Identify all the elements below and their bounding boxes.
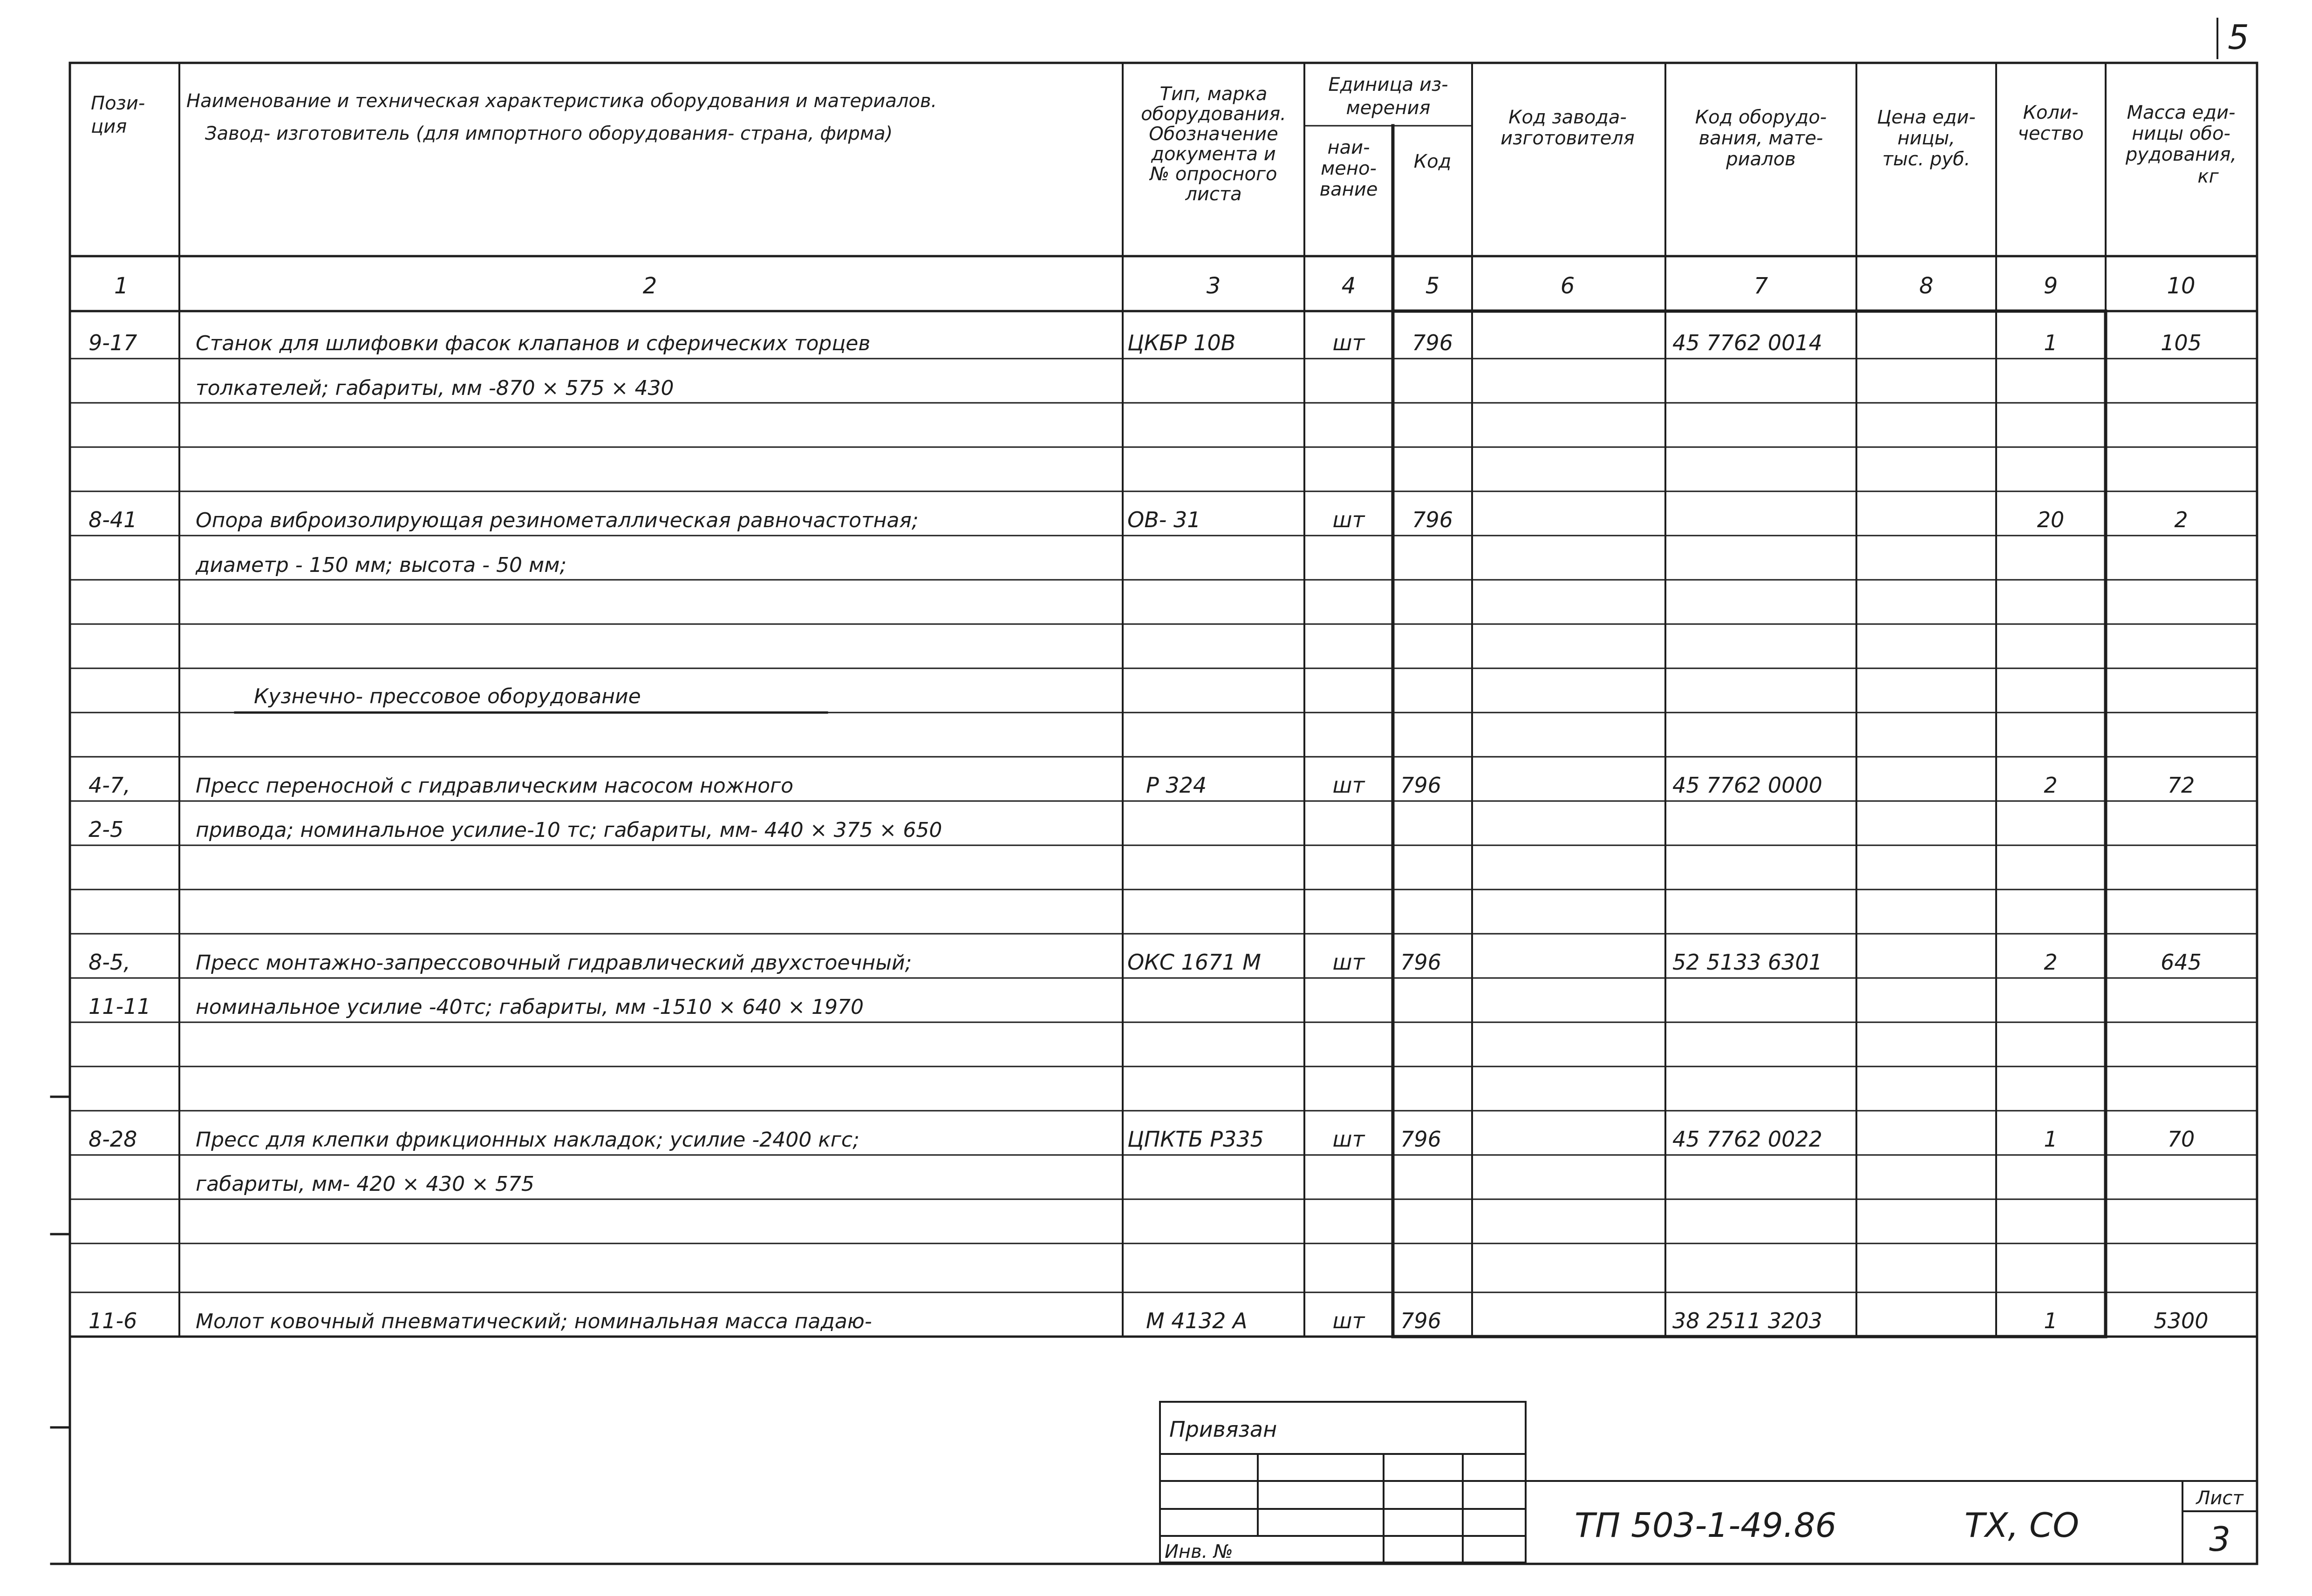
- row-type: ЦПКТБ Р335: [1127, 1127, 1264, 1152]
- header-price-3: тыс. руб.: [1882, 149, 1971, 170]
- header-position-1: Пози-: [91, 93, 145, 114]
- row-quantity: 2: [2044, 773, 2058, 798]
- row-unit-code: 796: [1400, 773, 1441, 798]
- header-type-2: оборудования.: [1141, 103, 1286, 125]
- table-row: [89, 950, 2202, 1019]
- document-number: ТП 503-1-49.86: [1575, 1506, 1837, 1545]
- header-type-3: Обозначение: [1149, 123, 1278, 145]
- header-type-5: № опросного: [1150, 163, 1277, 185]
- row-unit: шт: [1332, 1308, 1365, 1333]
- row-unit: шт: [1332, 330, 1365, 355]
- sheet-number: 3: [2209, 1520, 2230, 1559]
- row-equipment-code: 52 5133 6301: [1672, 950, 1822, 975]
- column-number: 2: [642, 273, 657, 299]
- stamp-inventory-number: Инв. №: [1165, 1541, 1233, 1562]
- column-numbers: [114, 273, 2196, 299]
- header-unit-name-3: вание: [1319, 179, 1378, 200]
- row-description: Станок для шлифовки фасок клапанов и сферических торцев: [196, 332, 871, 355]
- row-description-cont: габариты, мм- 420 × 430 × 575: [196, 1172, 534, 1196]
- row-quantity: 1: [2044, 1308, 2058, 1333]
- row-quantity: 1: [2044, 1127, 2058, 1152]
- row-position: 11-6: [89, 1308, 137, 1333]
- row-position-cont: 11-11: [89, 994, 151, 1019]
- row-description-cont: толкателей; габариты, мм -870 × 575 × 430: [196, 376, 674, 400]
- header-unit-code: Код: [1413, 151, 1452, 172]
- header-price-1: Цена еди-: [1877, 107, 1976, 128]
- header-type-1: Тип, марка: [1159, 83, 1268, 105]
- table-row: [89, 1308, 2209, 1333]
- header-position-2: ция: [91, 116, 127, 137]
- row-equipment-code: 38 2511 3203: [1672, 1308, 1822, 1333]
- header-mass-3: рудования,: [2125, 144, 2237, 165]
- row-unit-code: 796: [1412, 507, 1453, 532]
- column-number: 9: [2043, 273, 2058, 299]
- column-number: 5: [1425, 273, 1440, 299]
- header-quantity-1: Коли-: [2023, 102, 2079, 123]
- row-mass: 5300: [2154, 1308, 2209, 1333]
- row-description: Пресс для клепки фрикционных накладок; усилие -2400 кгс;: [196, 1128, 859, 1152]
- column-number: 1: [114, 273, 129, 299]
- row-mass: 645: [2161, 950, 2202, 975]
- page-number: 5: [2228, 18, 2249, 57]
- row-quantity: 1: [2044, 330, 2058, 355]
- stamp-privyazan: Привязан: [1169, 1417, 1277, 1442]
- row-description: Пресс монтажно-запрессовочный гидравлический двухстоечный;: [196, 951, 912, 975]
- row-mass: 72: [2167, 773, 2195, 798]
- header-quantity-2: чество: [2018, 123, 2084, 144]
- row-type: ОВ- 31: [1127, 507, 1201, 532]
- row-mass: 2: [2174, 507, 2188, 532]
- row-equipment-code: 45 7762 0000: [1672, 773, 1822, 798]
- row-description: Опора виброизолирующая резинометаллическая равночастотная;: [196, 509, 919, 532]
- header-mass-2: ницы обо-: [2132, 123, 2230, 144]
- header-price-2: ницы,: [1897, 128, 1955, 149]
- row-unit-code: 796: [1400, 1127, 1441, 1152]
- header-type-6: листа: [1185, 183, 1242, 205]
- header-type-4: документа и: [1151, 143, 1276, 165]
- row-type: ОКС 1671 М: [1127, 950, 1261, 975]
- header-name-1: Наименование и техническая характеристика оборудования и материалов.: [186, 90, 937, 112]
- row-position: 8-28: [89, 1127, 137, 1152]
- row-type: Р 324: [1146, 773, 1207, 798]
- row-description: Молот ковочный пневматический; номинальная масса падаю-: [196, 1310, 872, 1333]
- row-unit-code: 796: [1400, 1308, 1441, 1333]
- header-mass-4: кг: [2197, 166, 2219, 187]
- row-position: 9-17: [89, 330, 137, 355]
- row-description-cont: номинальное усилие -40тс; габариты, мм -1510 × 640 × 1970: [196, 995, 864, 1019]
- header-plant-code-2: изготовителя: [1500, 128, 1635, 149]
- row-unit: шт: [1332, 507, 1365, 532]
- header-unit-name-2: мено-: [1321, 158, 1377, 179]
- row-unit: шт: [1332, 950, 1365, 975]
- section-heading: Кузнечно- прессовое оборудование: [254, 685, 641, 708]
- column-number: 7: [1753, 273, 1768, 299]
- row-equipment-code: 45 7762 0022: [1672, 1127, 1822, 1152]
- row-unit-code: 796: [1400, 950, 1441, 975]
- column-number: 4: [1341, 273, 1356, 299]
- table-row: [89, 330, 2202, 400]
- header-unit-2: мерения: [1346, 97, 1431, 119]
- row-mass: 70: [2167, 1127, 2195, 1152]
- row-position: 8-41: [89, 507, 137, 532]
- row-unit-code: 796: [1412, 330, 1453, 355]
- row-position: 4-7,: [89, 773, 130, 798]
- row-mass: 105: [2161, 330, 2202, 355]
- column-number: 6: [1560, 273, 1575, 299]
- header-name-2: Завод- изготовитель (для импортного оборудования- страна, фирма): [205, 123, 893, 144]
- row-description-cont: привода; номинальное усилие-10 тс; габариты, мм- 440 × 375 × 650: [196, 818, 942, 842]
- column-number: 8: [1919, 273, 1934, 299]
- row-type: М 4132 А: [1146, 1308, 1248, 1333]
- header-unit-1: Единица из-: [1328, 74, 1448, 95]
- row-equipment-code: 45 7762 0014: [1672, 330, 1822, 355]
- column-number: 3: [1206, 273, 1221, 299]
- row-unit: шт: [1332, 1127, 1365, 1152]
- table-header: [91, 74, 2237, 205]
- column-number: 10: [2167, 273, 2196, 299]
- header-equipment-code-3: риалов: [1726, 149, 1796, 170]
- header-equipment-code-1: Код оборудо-: [1695, 107, 1827, 128]
- row-position-cont: 2-5: [89, 817, 124, 842]
- row-unit: шт: [1332, 773, 1365, 798]
- row-type: ЦКБР 10В: [1127, 330, 1236, 355]
- row-quantity: 2: [2044, 950, 2058, 975]
- row-quantity: 20: [2037, 507, 2065, 532]
- header-mass-1: Масса еди-: [2127, 102, 2236, 123]
- row-description-cont: диаметр - 150 мм; высота - 50 мм;: [196, 553, 567, 577]
- row-description: Пресс переносной с гидравлическим насосом ножного: [196, 774, 794, 798]
- table-row: [89, 773, 2195, 842]
- header-unit-name-1: наи-: [1327, 137, 1370, 158]
- header-plant-code-1: Код завода-: [1508, 107, 1627, 128]
- document-code: ТХ, СО: [1964, 1506, 2080, 1545]
- row-position: 8-5,: [89, 950, 130, 975]
- table-row: [89, 1127, 2195, 1196]
- header-equipment-code-2: вания, мате-: [1698, 128, 1823, 149]
- sheet-label: Лист: [2196, 1487, 2244, 1509]
- table-row: [89, 507, 2188, 577]
